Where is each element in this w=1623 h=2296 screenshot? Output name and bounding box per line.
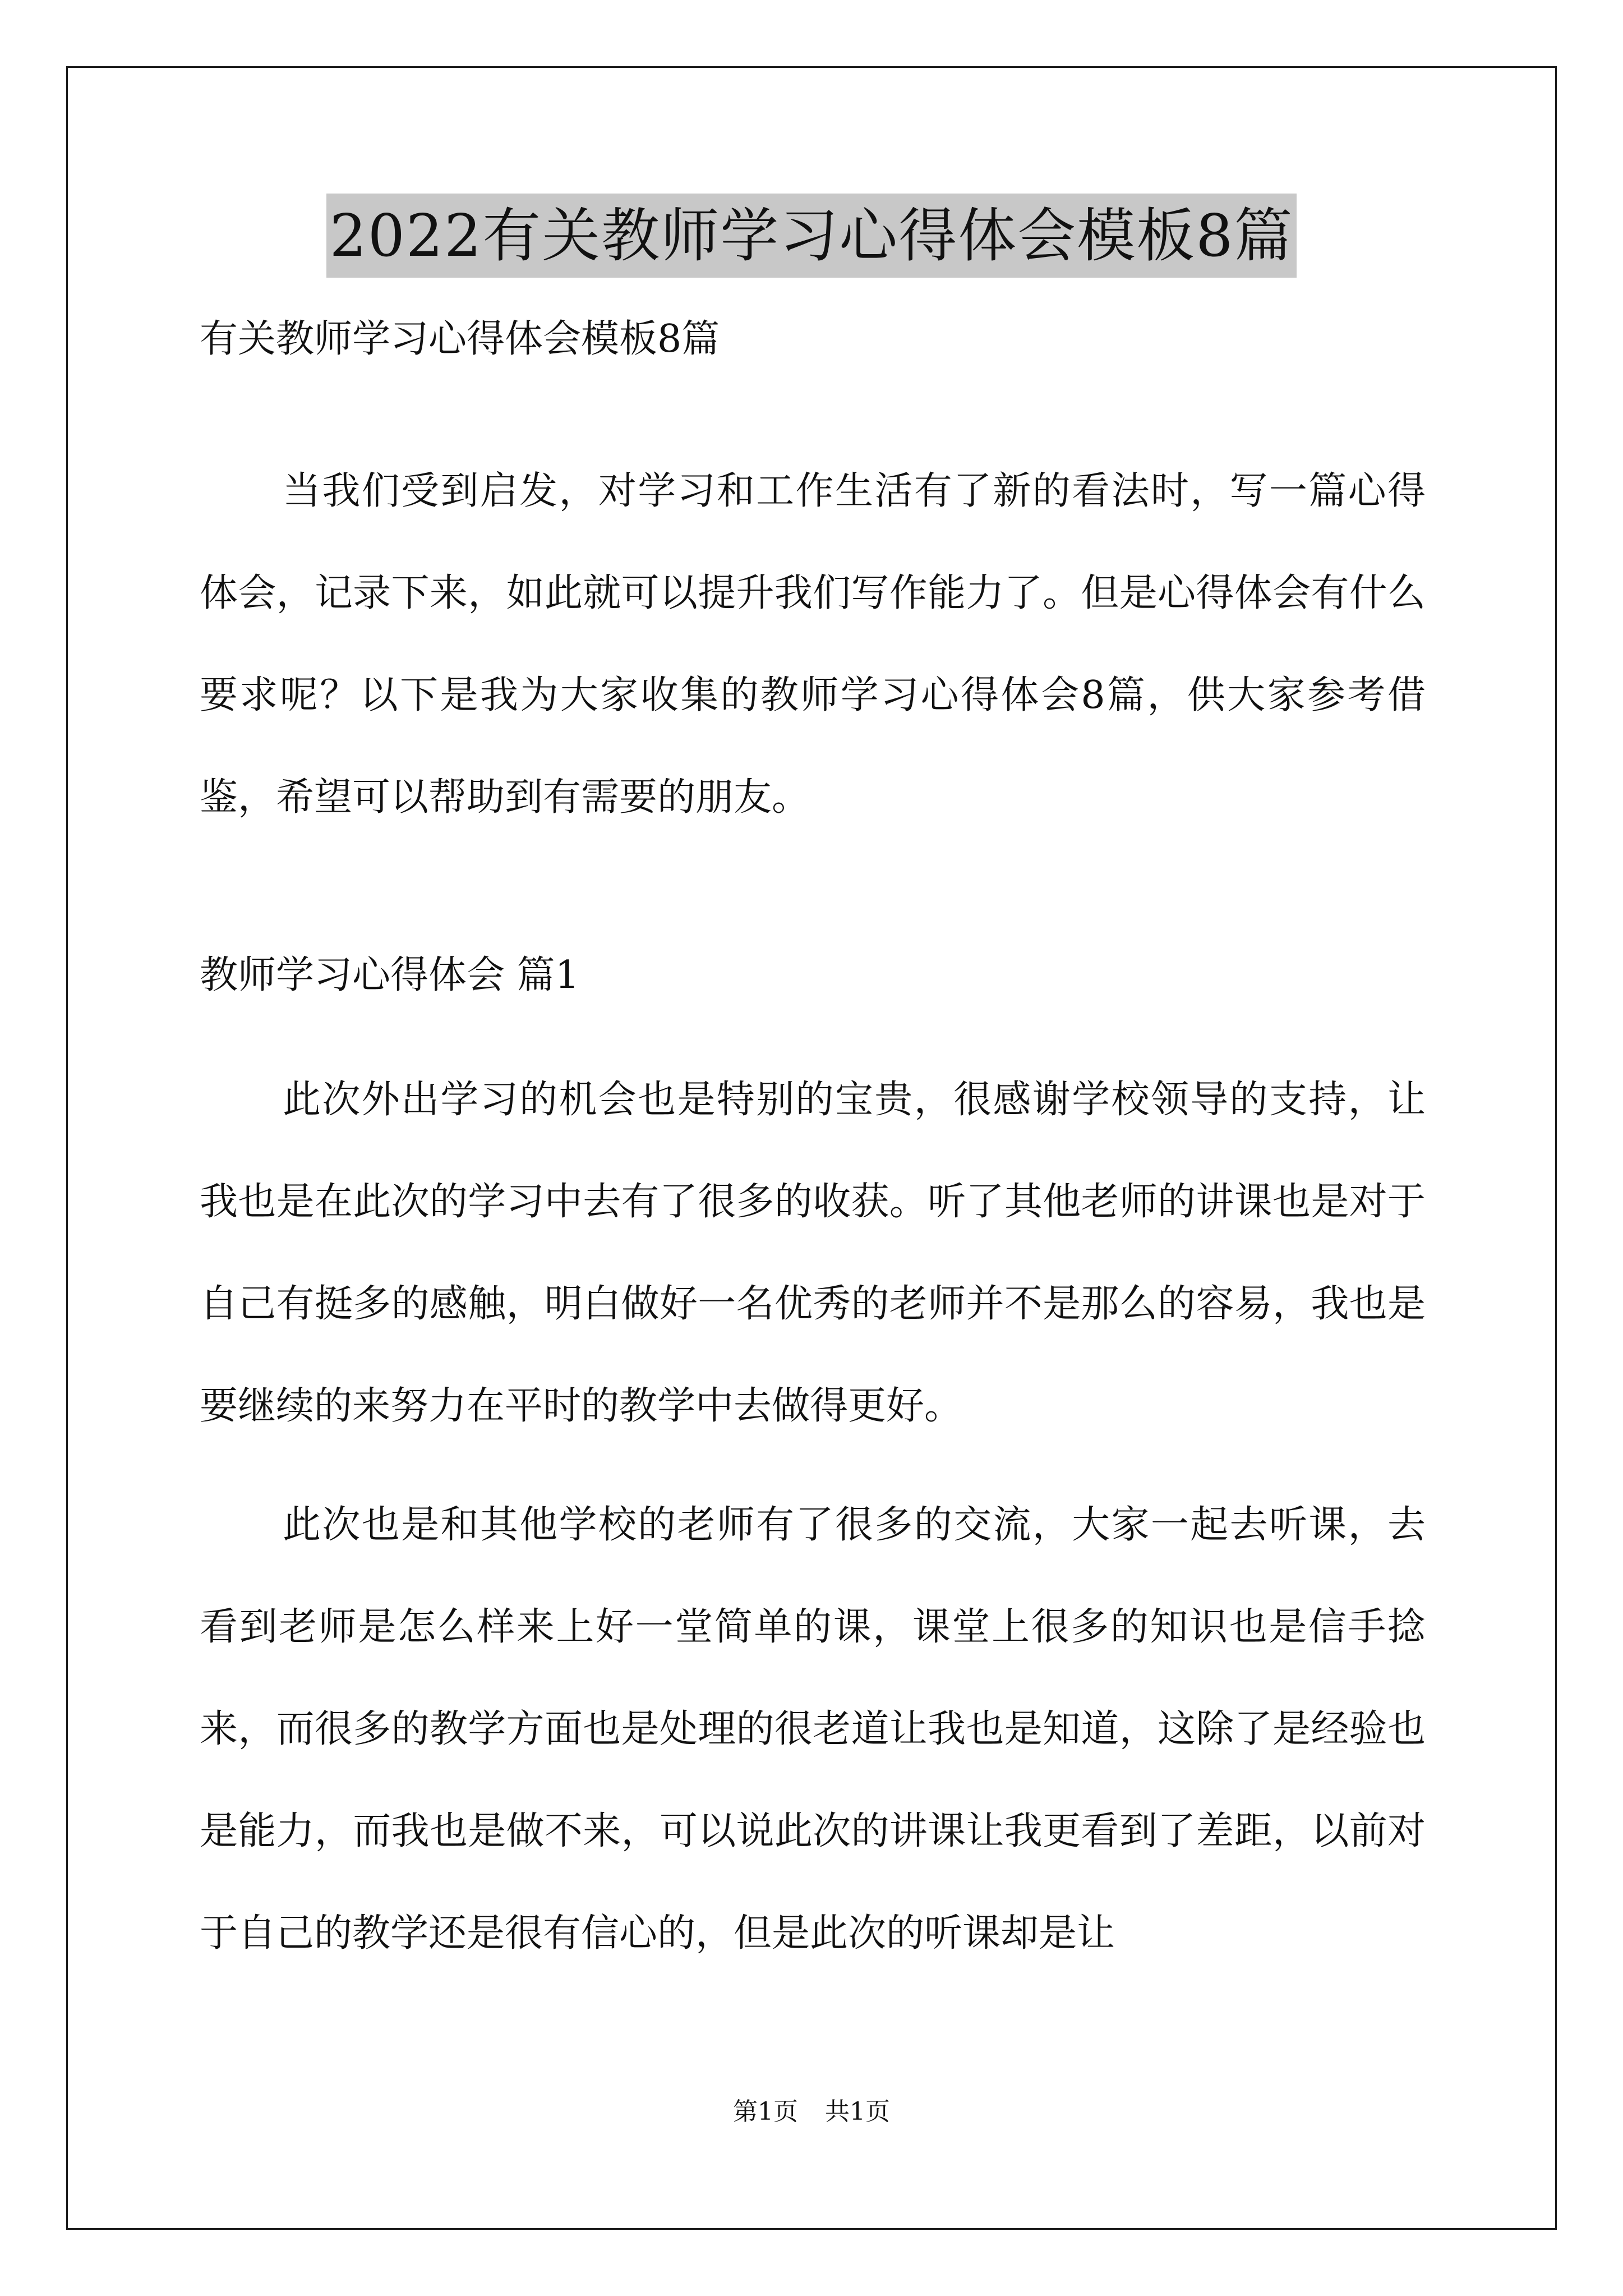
document-title: 2022有关教师学习心得体会模板8篇 (326, 194, 1297, 278)
intro-paragraph: 当我们受到启发，对学习和工作生活有了新的看法时，写一篇心得体会，记录下来，如此就可以提升我们写作能力了。但是心得体会有什么要求呢？以下是我为大家收集的教师学习心得体会8篇，供大家参考借鉴，希望可以帮助到有需要的朋友。 (200, 469, 1426, 820)
section-1-heading: 教师学习心得体会 篇1 (200, 953, 579, 997)
page-number-total: 共1页 (825, 2097, 890, 2126)
section-1-paragraph-2: 此次也是和其他学校的老师有了很多的交流，大家一起去听课，去看到老师是怎么样来上好一堂简单的课，课堂上很多的知识也是信手捻来，而很多的教学方面也是处理的很老道让我也是知道，这除了是经验也是能力，而我也是做不来，可以说此次的讲课让我更看到了差距，以前对于自己的教学还是很有信心的，但是此次的听课却是让 (200, 1503, 1426, 1955)
page-footer (0, 2095, 1623, 2129)
title-container (0, 194, 1623, 278)
document-subtitle: 有关教师学习心得体会模板8篇 (200, 317, 720, 361)
page-number-current: 第1页 (733, 2097, 798, 2126)
section-1-paragraph-1: 此次外出学习的机会也是特别的宝贵，很感谢学校领导的支持，让我也是在此次的学习中去有了很多的收获。听了其他老师的讲课也是对于自己有挺多的感触，明白做好一名优秀的老师并不是那么的容易，我也是要继续的来努力在平时的教学中去做得更好。 (200, 1078, 1426, 1428)
